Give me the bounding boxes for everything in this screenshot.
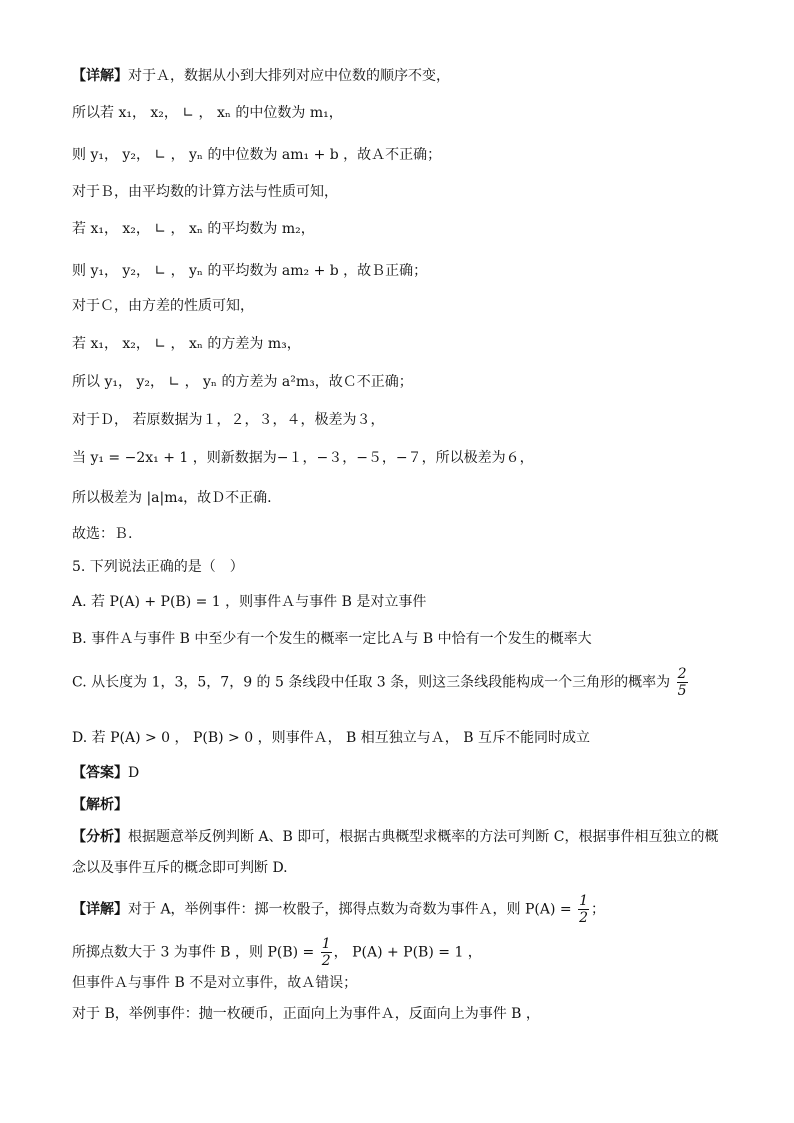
detail-line-3 [72, 973, 357, 993]
solution-line-3 [72, 145, 441, 165]
analysis-sub-tag: 【分析】 [72, 829, 128, 845]
solution-line-8 [72, 334, 301, 354]
line-text: 所以 y₁， y₂， ∟ ， yₙ 的方差为 a²m₃，故Ｃ不正确； [72, 374, 413, 390]
line-text: 对于 B，举例事件：抛一枚硬币，正面向上为事件Ａ，反面向上为事件 B ， [72, 1006, 540, 1022]
line-text-tail: ， P(A) + P(B) = 1 ， [333, 944, 482, 961]
question-5-stem [72, 557, 244, 577]
solution-line-7 [72, 296, 254, 316]
fraction-c-probability [677, 666, 688, 699]
fraction-numerator: 1 [579, 893, 589, 909]
fraction-denominator: 2 [321, 953, 331, 969]
solution-line-1 [72, 66, 450, 86]
solution-line-5 [72, 219, 315, 239]
line-text: 所以若 x₁， x₂， ∟ ， xₙ 的中位数为 m₁， [72, 105, 343, 121]
solution-line-2 [72, 103, 343, 123]
solution-line-9 [72, 372, 413, 392]
line-text: 则 y₁， y₂， ∟ ， yₙ 的中位数为 am₁ + b ，故Ａ不正确； [72, 147, 442, 163]
line-text: 对于Ｄ， 若原数据为１，２，３，４，极差为３， [72, 412, 385, 428]
solution-line-12 [72, 488, 272, 508]
line-text: 所掷点数大于 3 为事件 B ，则 P(B) = [72, 944, 315, 961]
detail-line-4 [72, 1004, 540, 1024]
fraction-numerator: 1 [321, 936, 331, 952]
line-text: 所以极差为 |a|m₄，故Ｄ不正确. [72, 490, 272, 506]
line-text: 但事件Ａ与事件 B 不是对立事件，故Ａ错误； [72, 975, 358, 991]
line-text: 5. 下列说法正确的是（ ） [72, 559, 244, 575]
detail-line-2 [72, 936, 482, 969]
fraction-pa-half [578, 893, 589, 926]
line-text: 念以及事件互斥的概念即可判断 D. [72, 860, 288, 876]
line-text: 则 y₁， y₂， ∟ ， yₙ 的平均数为 am₂ + b ，故Ｂ正确； [72, 263, 428, 279]
line-text: 对于Ａ，数据从小到大排列对应中位数的顺序不变， [128, 68, 450, 84]
solution-line-4 [72, 182, 338, 202]
analysis-line-2 [72, 858, 288, 878]
line-text: 若 x₁， x₂， ∟ ， xₙ 的方差为 m₃， [72, 336, 301, 352]
fraction-pb-half [321, 936, 332, 969]
option-a [72, 592, 426, 612]
line-text: C. 从长度为 1，3，5，7，9 的 5 条线段中任取 3 条，则这三条线段能构成一个三角形的概率为 [72, 674, 671, 691]
line-text: 对于Ｂ，由平均数的计算方法与性质可知， [72, 184, 338, 200]
fraction-denominator: 2 [579, 910, 589, 926]
line-text: 根据题意举反例判断 A、B 即可，根据古典概型求概率的方法可判断 C，根据事件相互独立的概 [128, 829, 719, 845]
option-d [72, 728, 590, 748]
analysis-heading [72, 795, 128, 815]
solution-line-10 [72, 410, 384, 430]
line-text-tail: ； [591, 901, 606, 918]
option-b [72, 629, 592, 649]
line-text: 对于Ｃ，由方差的性质可知， [72, 298, 254, 314]
line-text: B. 事件Ａ与事件 B 中至少有一个发生的概率一定比Ａ与 B 中恰有一个发生的概率大 [72, 631, 592, 647]
detail-tag: 【详解】 [72, 68, 128, 84]
analysis-tag: 【解析】 [72, 797, 128, 813]
solution-line-11 [72, 448, 534, 468]
detail-line-1 [72, 893, 605, 926]
answer-choice-line [72, 524, 132, 544]
line-text: D [128, 765, 140, 781]
line-text: 故选：Ｂ. [72, 526, 133, 542]
fraction-numerator: 2 [677, 666, 687, 682]
option-c [72, 666, 690, 699]
line-text: A. 若 P(A) + P(B) = 1 ，则事件Ａ与事件 B 是对立事件 [72, 594, 427, 610]
answer-tag: 【答案】 [72, 765, 128, 781]
solution-line-6 [72, 261, 427, 281]
line-text: 对于 A，举例事件：掷一枚骰子，掷得点数为奇数为事件Ａ，则 P(A) = [128, 901, 572, 918]
line-text: 若 x₁， x₂， ∟ ， xₙ 的平均数为 m₂， [72, 221, 315, 237]
detail-tag: 【详解】 [72, 901, 128, 918]
line-text: 当 y₁ = −2x₁ + 1 ，则新数据为−１，−３，−５，−７，所以极差为６， [72, 450, 534, 466]
answer-line [72, 763, 139, 783]
analysis-line-1 [72, 827, 718, 847]
line-text: D. 若 P(A) > 0 ， P(B) > 0 ，则事件Ａ， B 相互独立与Ａ， B 互斥不能同时成立 [72, 730, 590, 746]
fraction-denominator: 5 [677, 683, 687, 699]
